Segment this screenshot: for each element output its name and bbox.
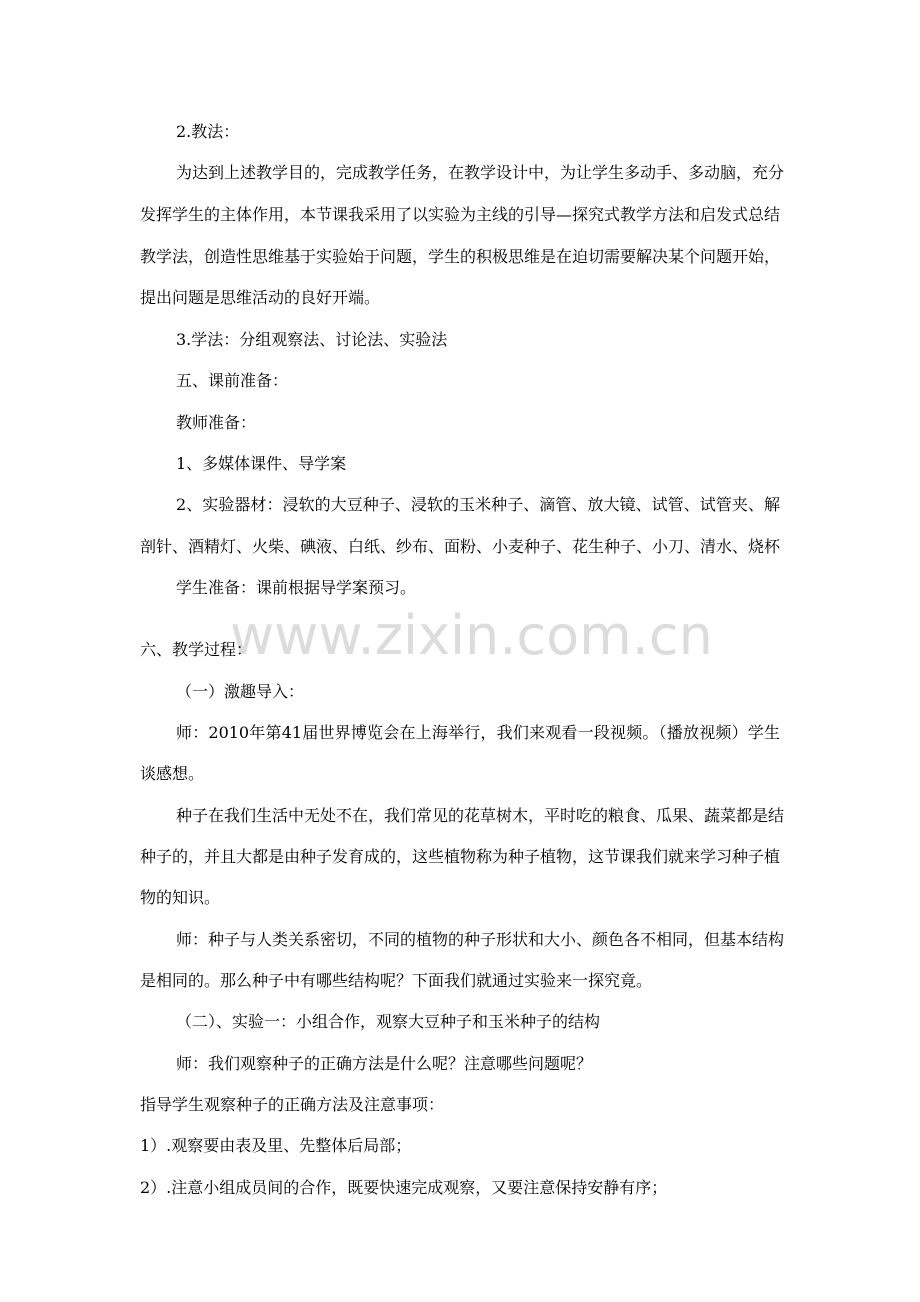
paragraph-line: 种子的，并且大都是由种子发育成的，这些植物称为种子植物，这节课我们就来学习种子植: [140, 847, 781, 866]
paragraph-line: 为达到上述教学目的，完成教学任务，在教学设计中，为让学生多动手、多动脑，充分: [176, 163, 785, 182]
paragraph-line: 师：种子与人类关系密切，不同的植物的种子形状和大小、颜色各不相同，但基本结构: [176, 930, 785, 949]
section-heading: 六、教学过程：: [140, 640, 253, 659]
paragraph-line: 2、实验器材：浸软的大豆种子、浸软的玉米种子、滴管、放大镜、试管、试管夹、解: [176, 495, 780, 514]
paragraph-line: 谈感想。: [140, 764, 205, 783]
list-item: 1）.观察要由表及里、先整体后局部；: [140, 1136, 412, 1155]
paragraph-line: 3.学法：分组观察法、讨论法、实验法: [176, 330, 448, 349]
paragraph-line: 师：2010年第41届世界博览会在上海举行，我们来观看一段视频。（播放视频）学生: [176, 723, 780, 742]
paragraph-line: 提出问题是思维活动的良好开端。: [140, 288, 381, 307]
section-heading: 五、课前准备：: [176, 371, 289, 390]
subsection-heading: （一）激趣导入：: [176, 682, 305, 701]
paragraph-line: 学生准备：课前根据导学案预习。: [176, 578, 417, 597]
list-item: 2）.注意小组成员间的合作，既要快速完成观察，又要注意保持安静有序；: [140, 1178, 668, 1197]
paragraph-line: 物的知识。: [140, 888, 221, 907]
paragraph-line: 2.教法：: [176, 122, 240, 141]
watermark: www.zixin.com.cn: [230, 604, 713, 667]
paragraph-line: 是相同的。那么种子中有哪些结构呢？下面我们就通过实验来一探究竟。: [140, 971, 653, 990]
paragraph-line: 教学法，创造性思维基于实验始于问题，学生的积极思维是在迫切需要解决某个问题开始，: [140, 247, 781, 266]
paragraph-line: 师：我们观察种子的正确方法是什么呢？注意哪些问题呢？: [176, 1054, 593, 1073]
paragraph-line: 种子在我们生活中无处不在，我们常见的花草树木，平时吃的粮食、瓜果、蔬菜都是结: [176, 806, 785, 825]
paragraph-line: 教师准备：: [176, 413, 257, 432]
paragraph-line: 剖针、酒精灯、火柴、碘液、白纸、纱布、面粉、小麦种子、花生种子、小刀、清水、烧杯: [140, 537, 781, 556]
subsection-heading: （二）、实验一：小组合作，观察大豆种子和玉米种子的结构: [176, 1012, 601, 1031]
paragraph-line: 指导学生观察种子的正确方法及注意事项：: [140, 1095, 445, 1114]
paragraph-line: 1、多媒体课件、导学案: [176, 454, 347, 473]
paragraph-line: 发挥学生的主体作用，本节课我采用了以实验为主线的引导—探究式教学方法和启发式总结: [140, 205, 781, 224]
